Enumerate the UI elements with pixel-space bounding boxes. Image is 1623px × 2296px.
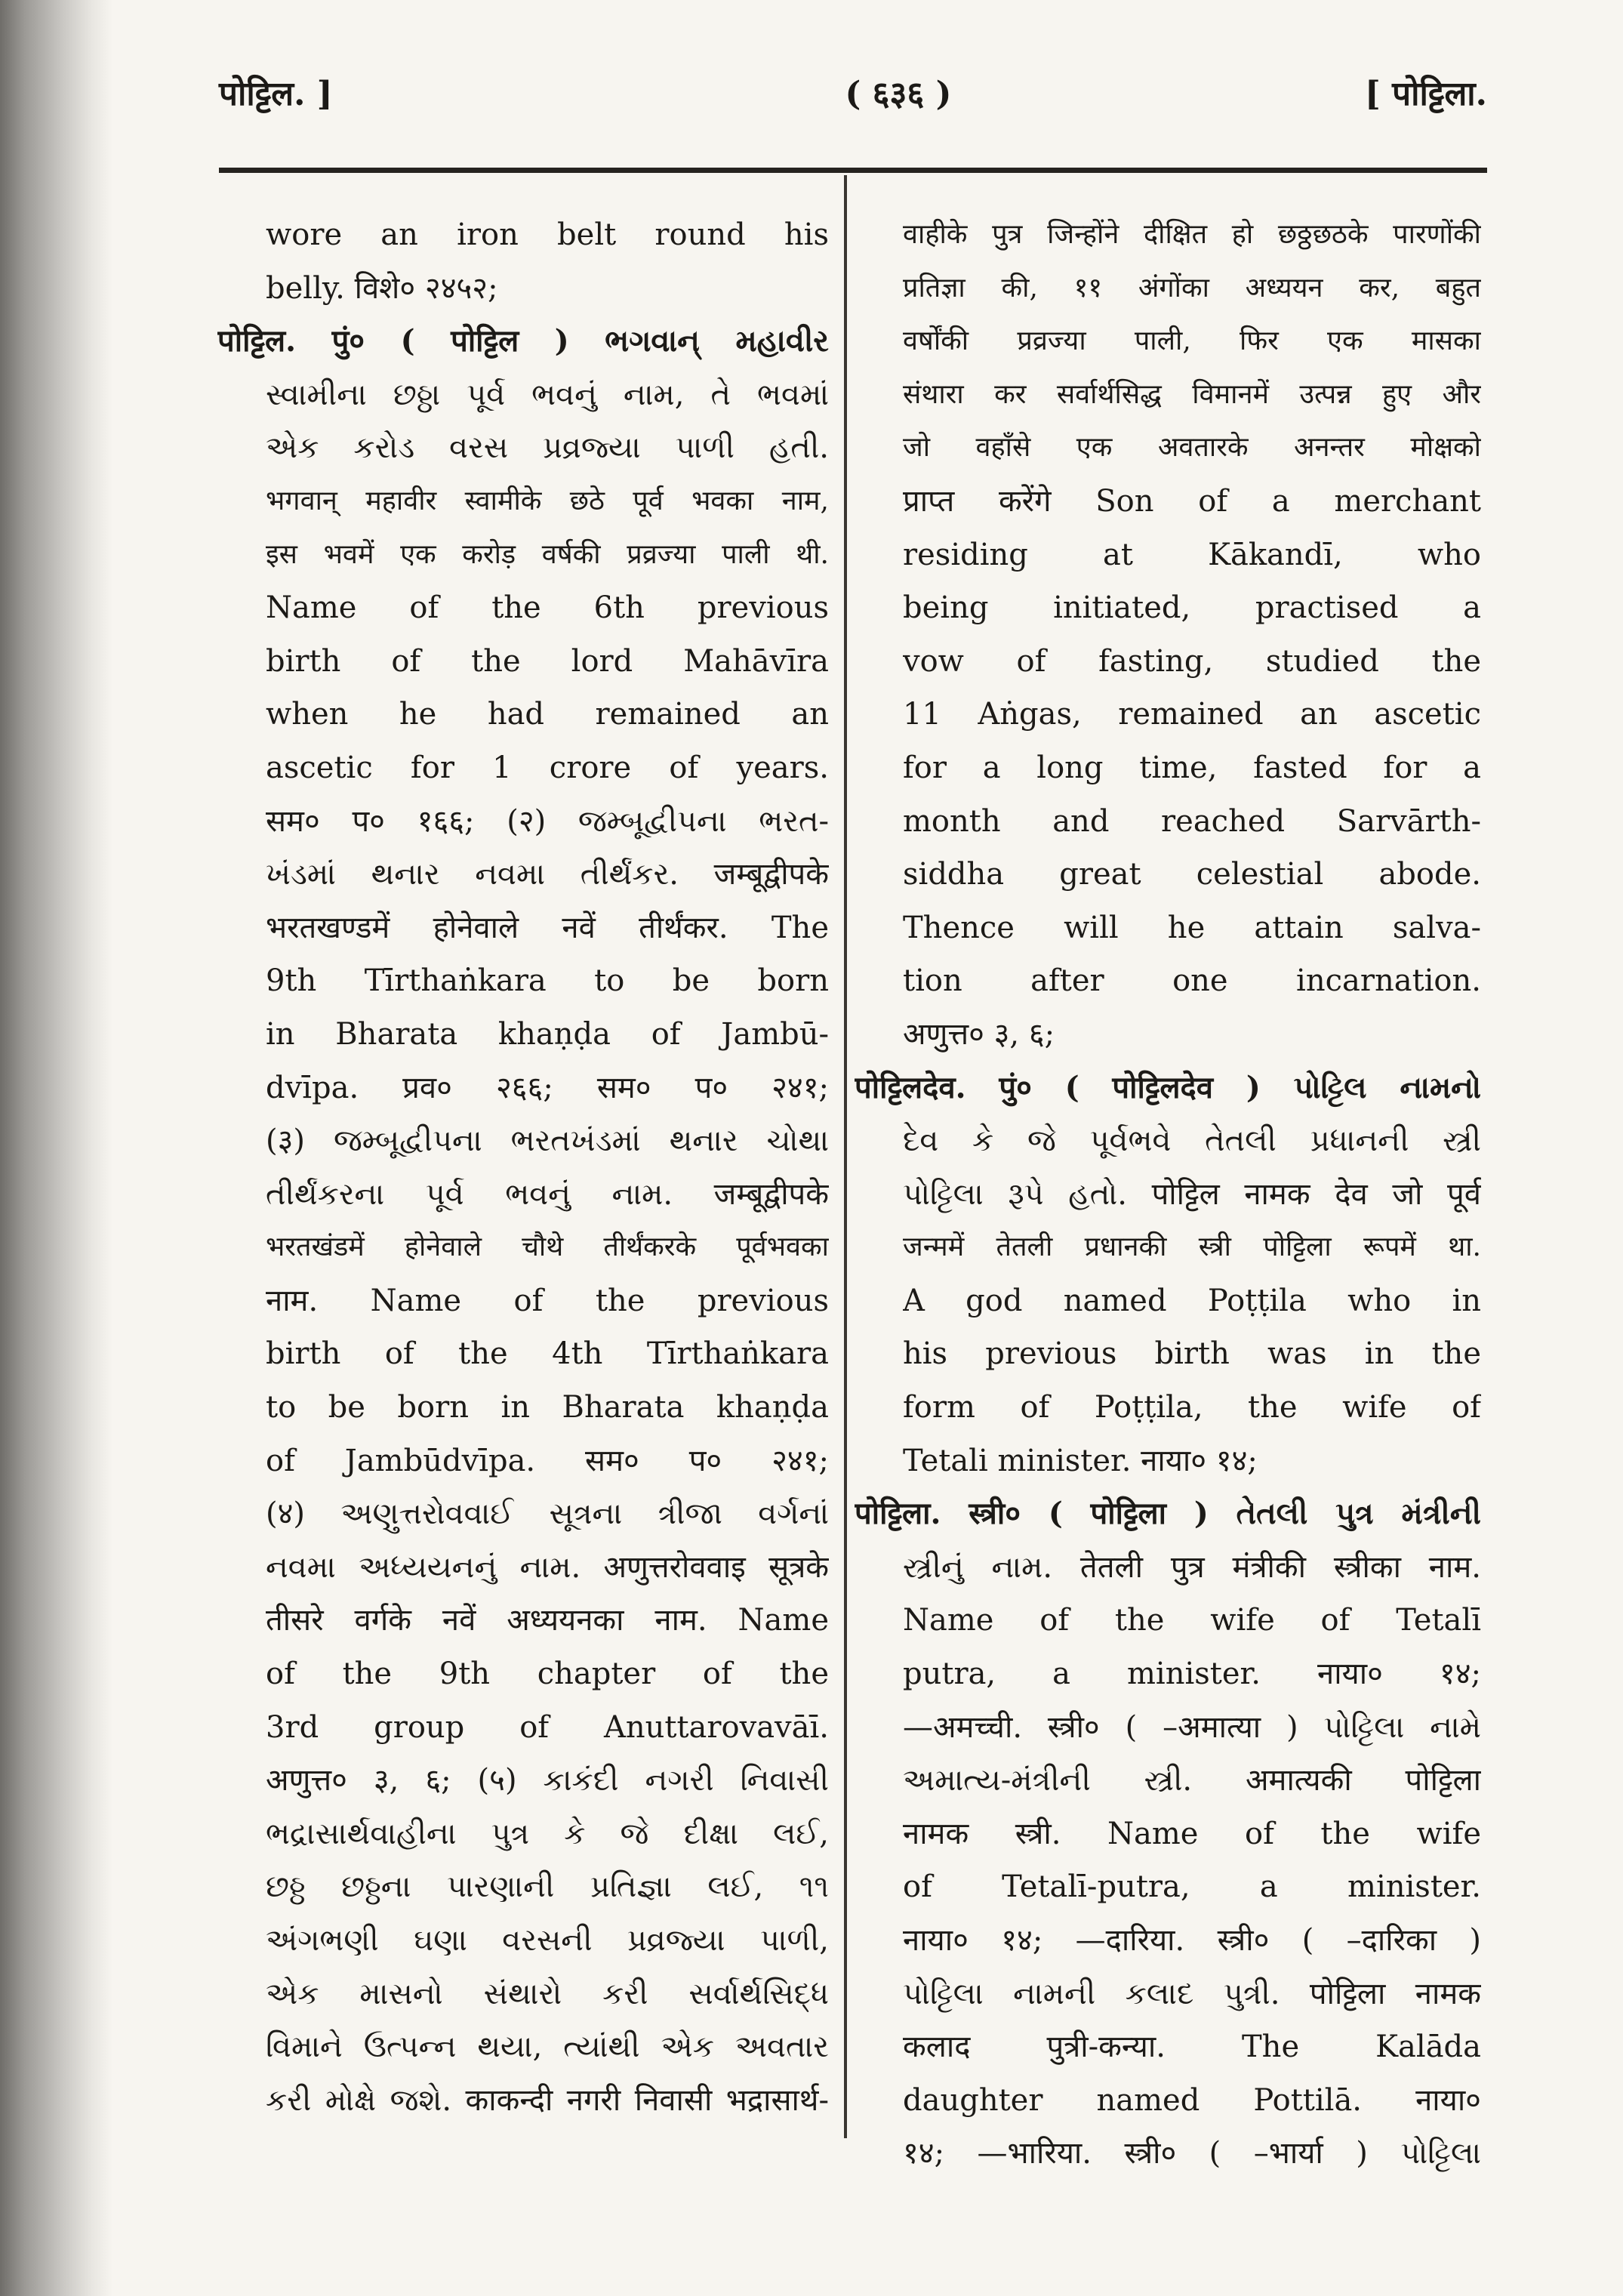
text-line: कलाद पुत्री-कन्या. The Kalāda bbox=[903, 2029, 1481, 2065]
text-line: प्राप्त करेंगे Son of a merchant bbox=[903, 483, 1481, 519]
text-line: ભદ્રાસાર્થવાહીના પુત્ર કે જે દીક્ષા લઈ, bbox=[266, 1816, 829, 1851]
text-line: belly. विशे० २४५२; bbox=[266, 270, 498, 306]
text-line: तीसरे वर्गके नवें अध्ययनका नाम. Name bbox=[266, 1603, 829, 1638]
column-divider bbox=[844, 175, 847, 2138]
text-line: अणुत्त० ३, ६; bbox=[903, 1016, 1055, 1052]
text-line: dvīpa. प्रव० २६६; सम० प० २४१; bbox=[266, 1070, 829, 1105]
text-line: his previous birth was in the bbox=[903, 1336, 1481, 1372]
text-line: putra, a minister. नाया० १४; bbox=[903, 1657, 1481, 1692]
text-line: Name of the wife of Tetalī bbox=[903, 1603, 1481, 1638]
text-line: प्रतिज्ञा की, ११ अंगोंका अध्ययन कर, बहुत bbox=[903, 272, 1481, 304]
text-line: સ્વામીના છઠ્ઠા પૂર્વ ભવનું નામ, તે ભવમાં bbox=[266, 377, 829, 412]
subentry-amacci-line: —अमच्ची. स्त्री० ( –अमात्या ) પોટ્ટિલા નામે bbox=[903, 1709, 1481, 1745]
text-line: of the 9th chapter of the bbox=[266, 1657, 829, 1692]
text-line: भरतखण्डमें होनेवाले नवें तीर्थंकर. The bbox=[266, 910, 829, 945]
text-line: being initiated, practised a bbox=[903, 590, 1481, 626]
text-line: of Jambūdvīpa. सम० प० २४१; bbox=[266, 1443, 829, 1478]
text-line: siddha great celestial abode. bbox=[903, 857, 1481, 892]
right-column bbox=[855, 208, 1481, 2180]
text-line: vow of fasting, studied the bbox=[903, 643, 1481, 679]
text-line: એક કરોડ વરસ પ્રવ્રજ્યા પાળી હતી. bbox=[266, 430, 829, 466]
left-column bbox=[217, 208, 829, 2127]
text-line: सम० प० १६६; (२) જમ્બૂદ્વીપના ભરત- bbox=[266, 803, 829, 839]
text-line: जन्ममें तेतली प्रधानकी स्त्री पोट्टिला रूपमें था. bbox=[903, 1231, 1481, 1263]
text-line: પોટ્ટિલા નામની કલાદ પુત્રી. पोट्टिला नामक bbox=[903, 1976, 1481, 2011]
text-line: તીર્થંકરના પૂર્વ ભવનું નામ. जम्बूद्वीपके bbox=[266, 1176, 829, 1212]
text-line: 9th Tīrthaṅkara to be born bbox=[266, 963, 829, 999]
text-line: 3rd group of Anuttarovavāī. bbox=[266, 1709, 829, 1745]
text-line: ખંડમાં થનાર નવમા તીર્થંકર. जम्बूद्वीपके bbox=[266, 857, 829, 892]
text-line: अणुत्त० ३, ६; (५) કાકંદી નગરી નિવાસી bbox=[266, 1763, 829, 1798]
text-line: month and reached Sarvārth- bbox=[903, 803, 1481, 839]
text-line: residing at Kākandī, who bbox=[903, 537, 1481, 572]
text-line: वाहीके पुत्र जिन्होंने दीक्षित हो छठ्ठछठके पारणोंकी bbox=[903, 219, 1481, 250]
text-line: સ્ત્રીનું નામ. तेतली पुत्र मंत्रीकी स्त्रीका नाम. bbox=[903, 1549, 1481, 1585]
text-line: birth of the lord Mahāvīra bbox=[266, 643, 829, 679]
entry-pottila-fem-line: पोट्टिला. स्त्री० ( पोट्टिला ) તેતલી પુત્ર મંત્રીની bbox=[855, 1496, 1481, 1532]
page-number: ( ६३६ ) bbox=[845, 75, 952, 113]
text-line: form of Poṭṭila, the wife of bbox=[903, 1390, 1481, 1425]
text-line: for a long time, fasted for a bbox=[903, 750, 1481, 785]
text-line: वर्षोंकी प्रव्रज्या पाली, फिर एक मासका bbox=[903, 325, 1481, 357]
text-line: પોટ્ટિલા રૂપે હતો. पोट्टिल नामक देव जो पूर्व bbox=[903, 1176, 1481, 1212]
text-line: અમાત્ય-મંત્રીની સ્ત્રી. अमात्यकी पोट्टिला bbox=[903, 1763, 1481, 1798]
text-line: संथारा कर सर्वार्थसिद्ध विमानमें उत्पन्न हुए और bbox=[903, 378, 1481, 410]
page-binding-shadow bbox=[0, 0, 113, 2296]
text-line: Name of the 6th previous bbox=[266, 590, 829, 626]
text-line: (३) જમ્બૂદ્વીપના ભરતખંડમાં થનાર ચોથા bbox=[266, 1123, 829, 1159]
text-line: નવમા અધ્યયનનું નામ. अणुत्तरोववाइ सूत्रके bbox=[266, 1549, 829, 1585]
text-line: છઠ્ઠ છઠ્ઠના પારણાની પ્રતિજ્ઞા લઈ, ૧૧ bbox=[266, 1869, 829, 1905]
text-line: daughter named Pottilā. नाया० bbox=[903, 2082, 1481, 2118]
text-line: नाम. Name of the previous bbox=[266, 1283, 829, 1318]
text-line: tion after one incarnation. bbox=[903, 963, 1481, 999]
text-line: to be born in Bharata khaṇḍa bbox=[266, 1390, 829, 1425]
text-line: 11 Aṅgas, remained an ascetic bbox=[903, 697, 1481, 732]
header-left-guideword: पोट्टिल. ] bbox=[219, 75, 333, 113]
text-line: नामक स्त्री. Name of the wife bbox=[903, 1816, 1481, 1851]
subentry-bhariya-line: १४; —भारिया. स्त्री० ( –भार्या ) પોટ્ટિલા bbox=[903, 2136, 1481, 2171]
subentry-dariya-line: नाया० १४; —दारिया. स्त्री० ( –दारिका ) bbox=[903, 1923, 1481, 1958]
text-line: Tetali minister. नाया० १४; bbox=[903, 1443, 1258, 1478]
entry-pottila-line: पोट्टिल. पुं० ( पोट्टिल ) ભગવાન્ મહાવીર bbox=[217, 323, 829, 359]
text-line: जो वहाँसे एक अवतारके अनन्तर मोक्षको bbox=[903, 432, 1481, 464]
text-line: birth of the 4th Tīrthaṅkara bbox=[266, 1336, 829, 1372]
text-line: Thence will he attain salva- bbox=[903, 910, 1481, 945]
text-line: of Tetalī-putra, a minister. bbox=[903, 1869, 1481, 1905]
text-line: ascetic for 1 crore of years. bbox=[266, 750, 829, 785]
text-line: इस भवमें एक करोड़ वर्षकी प्रव्रज्या पाली थी. bbox=[266, 538, 829, 570]
text-line: भगवान् महावीर स्वामीके छठे पूर्व भवका नाम, bbox=[266, 485, 829, 516]
text-line: in Bharata khaṇḍa of Jambū- bbox=[266, 1016, 829, 1052]
text-line: કરી મોક્ષે જશે. काकन्दी नगरी निवासी भद्रासार्थ- bbox=[266, 2082, 829, 2118]
text-line: (४) અણુત્તરોવવાઈ સૂત્રના ત્રીજા વર્ગનાં bbox=[266, 1496, 829, 1532]
text-line: भरतखंडमें होनेवाले चौथे तीर्थंकरके पूर्वभवका bbox=[266, 1231, 829, 1263]
header-right-guideword: [ पोट्टिला. bbox=[1365, 75, 1487, 113]
text-line: A god named Poṭṭila who in bbox=[903, 1283, 1481, 1318]
text-line: દેવ કે જે પૂર્વભવે તેતલી પ્રધાનની સ્ત્રી bbox=[903, 1123, 1481, 1159]
text-line: એક માસનો સંથારો કરી સર્વાર્થસિદ્ધ bbox=[266, 1976, 829, 2011]
text-line: વિમાને ઉત્પન્ન થયા, ત્યાંથી એક અવતાર bbox=[266, 2029, 829, 2065]
text-line: wore an iron belt round his bbox=[266, 217, 829, 252]
entry-pottiladeva-line: पोट्टिलदेव. पुं० ( पोट्टिलदेव ) પોટ્ટિલ નામનો bbox=[855, 1069, 1481, 1105]
text-line: when he had remained an bbox=[266, 697, 829, 732]
text-line: અંગભણી ઘણા વરસની પ્રવ્રજ્યા પાળી, bbox=[266, 1923, 829, 1958]
header-rule bbox=[219, 168, 1487, 173]
page-header bbox=[219, 69, 1487, 122]
